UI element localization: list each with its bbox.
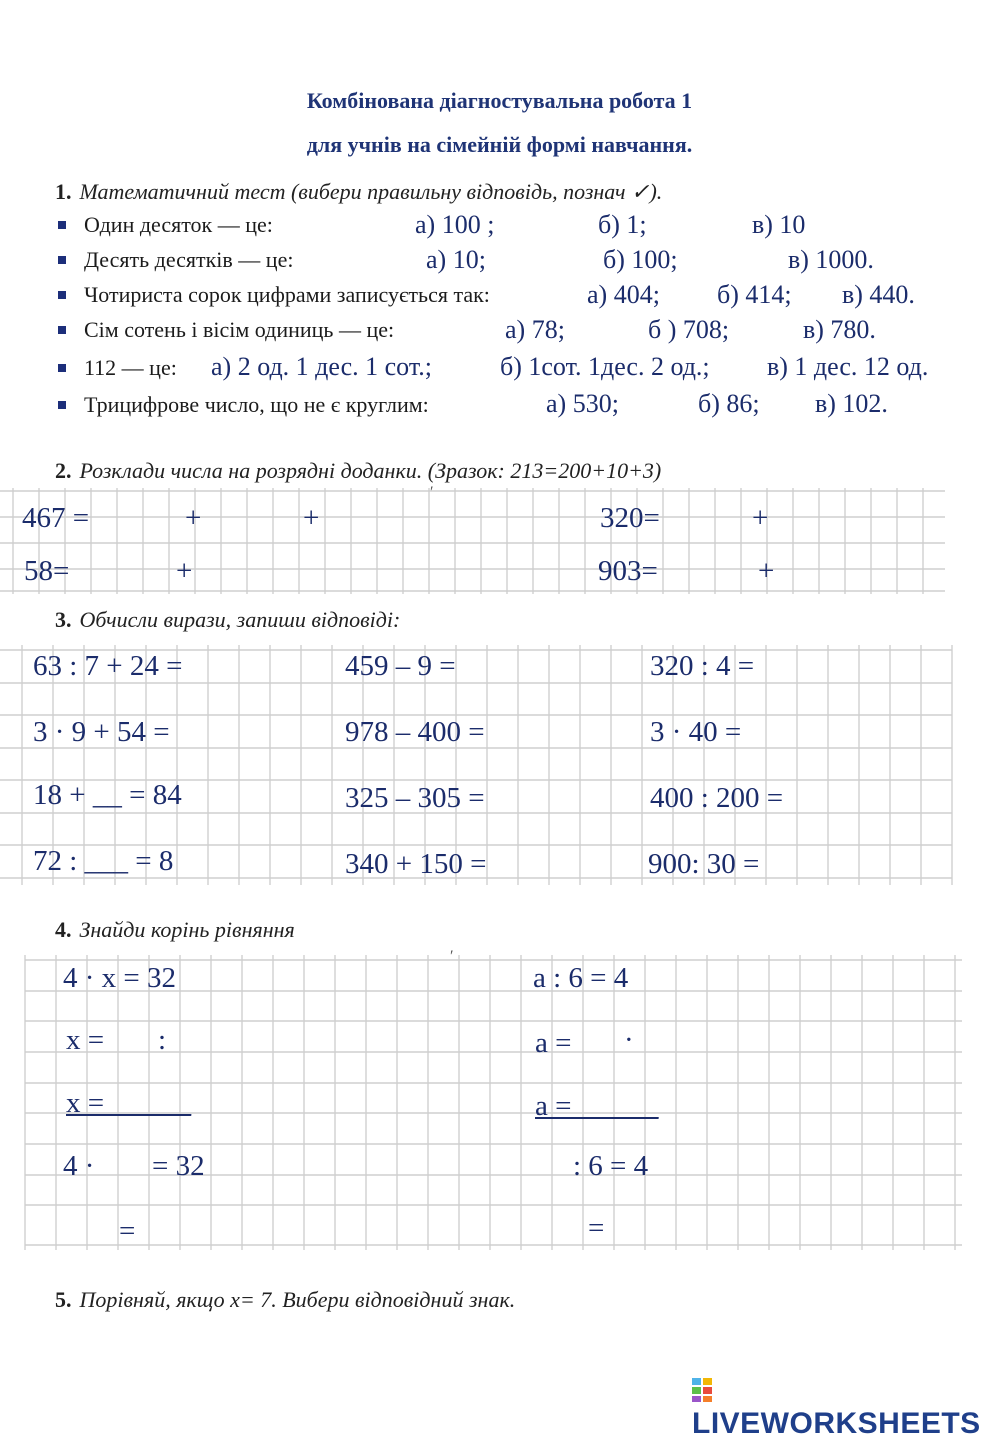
section-2-heading: 2. Розклади числа на розрядні доданки. (Зразок: 213=200+10+3) [55,458,662,483]
stray-mark: ′ [450,948,454,965]
section-5-heading: 5. Порівняй, якщо x= 7. Вибери відповідний знак. [55,1287,516,1312]
check-equals: = [588,1212,605,1244]
plus-sign: + [176,555,193,587]
solve-step-1: а = [535,1027,572,1059]
answer-option-a[interactable]: а) 10; [426,245,486,274]
bullet-icon [58,256,66,264]
section-4-heading: 4. Знайди корінь рівняння [55,917,295,942]
test-row-6: Трицифрове число, що не є круглим: [58,392,429,418]
equation-right: а : 6 = 4 [533,962,629,994]
page-subtitle: для учнів на сімейній формі навчання. [306,132,693,157]
answer-option-c[interactable]: в) 10 [752,210,806,239]
check-step: 4 · [63,1150,95,1182]
check-result: = 32 [152,1150,205,1182]
grid-section-2 [0,488,960,598]
plus-sign: + [185,502,202,534]
expression: 400 : 200 = [650,782,784,814]
answer-option-c[interactable]: в) 1 дес. 12 од. [767,352,929,381]
check-equals: = [119,1215,136,1247]
bullet-icon [58,364,66,372]
answer-option-c[interactable]: в) 102. [815,389,888,418]
answer-option-c[interactable]: в) 1000. [788,245,874,274]
answer-option-b[interactable]: б) 86; [698,389,760,418]
expansion-903: 903= [598,555,658,587]
plus-sign: + [752,502,769,534]
answer-option-a[interactable]: а) 404; [587,280,660,309]
section-1-heading: 1. Математичний тест (вибери правильну відповідь, познач ✓). [55,179,663,204]
expression: 978 – 400 = [345,716,485,748]
plus-sign: + [303,502,320,534]
bullet-icon [58,221,66,229]
answer-option-b[interactable]: б ) 708; [648,315,730,344]
section-3-heading: 3. Обчисли вирази, запиши відповіді: [55,607,401,632]
expression: 63 : 7 + 24 = [33,650,183,682]
stray-mark: ′ [430,484,434,501]
check-step: : 6 = 4 [573,1150,649,1182]
solve-step-2: а =______ [535,1090,659,1122]
solve-step-1: x = [66,1024,105,1056]
operation-sign: · [624,1024,634,1056]
expression: 900: 30 = [648,848,760,880]
expression: 340 + 150 = [345,848,487,880]
expansion-467: 467 = [22,502,90,534]
expression: 18 + __ = 84 [33,779,182,811]
test-row-1: Один десяток — це: [58,212,273,238]
solve-step-2: x =______ [66,1087,192,1119]
answer-option-b[interactable]: б) 1; [598,210,647,239]
answer-option-a[interactable]: а) 2 од. 1 дес. 1 сот.; [211,352,432,381]
test-row-4: Сім сотень і вісім одиниць — це: [58,317,394,343]
expression: 72 : ___ = 8 [33,845,174,877]
bullet-icon [58,326,66,334]
expansion-58: 58= [24,555,70,587]
bullet-icon [58,291,66,299]
answer-option-b[interactable]: б) 1сот. 1дес. 2 од.; [500,352,710,381]
plus-sign: + [758,555,775,587]
answer-option-c[interactable]: в) 440. [842,280,915,309]
answer-option-b[interactable]: б) 100; [603,245,678,274]
answer-option-a[interactable]: а) 530; [546,389,619,418]
liveworksheets-logo: LIVEWORKSHEETS [692,1373,999,1405]
answer-option-b[interactable]: б) 414; [717,280,792,309]
expression: 3 · 9 + 54 = [33,716,170,748]
test-row-2: Десять десятків — це: [58,247,293,273]
expression: 3 · 40 = [650,716,742,748]
liveworksheets-logo-icon [692,1378,712,1402]
answer-option-c[interactable]: в) 780. [803,315,876,344]
test-row-3: Чотириста сорок цифрами записується так: [58,282,490,308]
expression: 459 – 9 = [345,650,456,682]
operation-sign: : [158,1024,167,1056]
expression: 325 – 305 = [345,782,485,814]
answer-option-a[interactable]: а) 78; [505,315,565,344]
expression: 320 : 4 = [650,650,755,682]
expansion-320: 320= [600,502,660,534]
answer-option-a[interactable]: а) 100 ; [415,210,495,239]
equation-left: 4 · x = 32 [63,962,177,994]
test-row-5: 112 — це: [58,355,177,381]
page-title: Комбінована діагностувальна робота 1 [306,88,693,113]
bullet-icon [58,401,66,409]
